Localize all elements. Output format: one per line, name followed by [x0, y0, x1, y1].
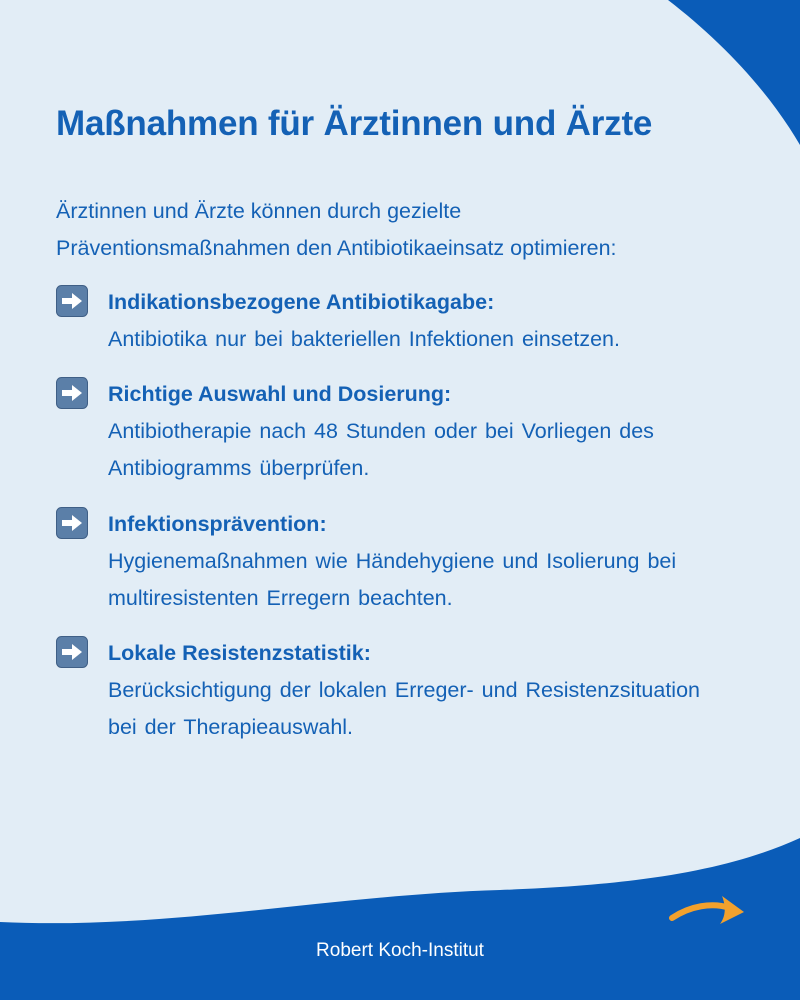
intro-line: Präventionsmaßnahmen den Antibiotikaeinsatz optimieren:: [56, 236, 617, 260]
measure-description: Berücksichtigung der lokalen Erreger- und Resistenzsituation bei der Therapieauswahl.: [108, 678, 701, 739]
measure-description: Hygienemaßnahmen wie Händehygiene und Isolierung bei multiresistenten Erregern beachten.: [108, 549, 677, 610]
measure-heading: Lokale Resistenzstatistik:: [108, 641, 371, 665]
right-arrow-icon: [56, 636, 88, 668]
page-title: Maßnahmen für Ärztinnen und Ärzte: [56, 104, 653, 143]
right-arrow-icon: [56, 507, 88, 539]
measure-heading: Indikationsbezogene Antibiotikagabe:: [108, 290, 495, 314]
right-arrow-icon: [56, 377, 88, 409]
intro-text: [56, 193, 746, 267]
institute-name: Robert Koch-Institut: [316, 940, 484, 961]
right-arrow-icon: [56, 285, 88, 317]
measure-description: Antibiotherapie nach 48 Stunden oder bei Vorliegen des Antibiogramms überprüfen.: [108, 419, 654, 480]
measure-description: Antibiotika nur bei bakteriellen Infektionen einsetzen.: [108, 327, 620, 351]
intro-line: Ärztinnen und Ärzte können durch gezielte: [56, 199, 462, 223]
measure-heading: Richtige Auswahl und Dosierung:: [108, 382, 452, 406]
curved-arrow-right-icon[interactable]: [668, 890, 748, 934]
measure-heading: Infektionsprävention:: [108, 512, 327, 536]
